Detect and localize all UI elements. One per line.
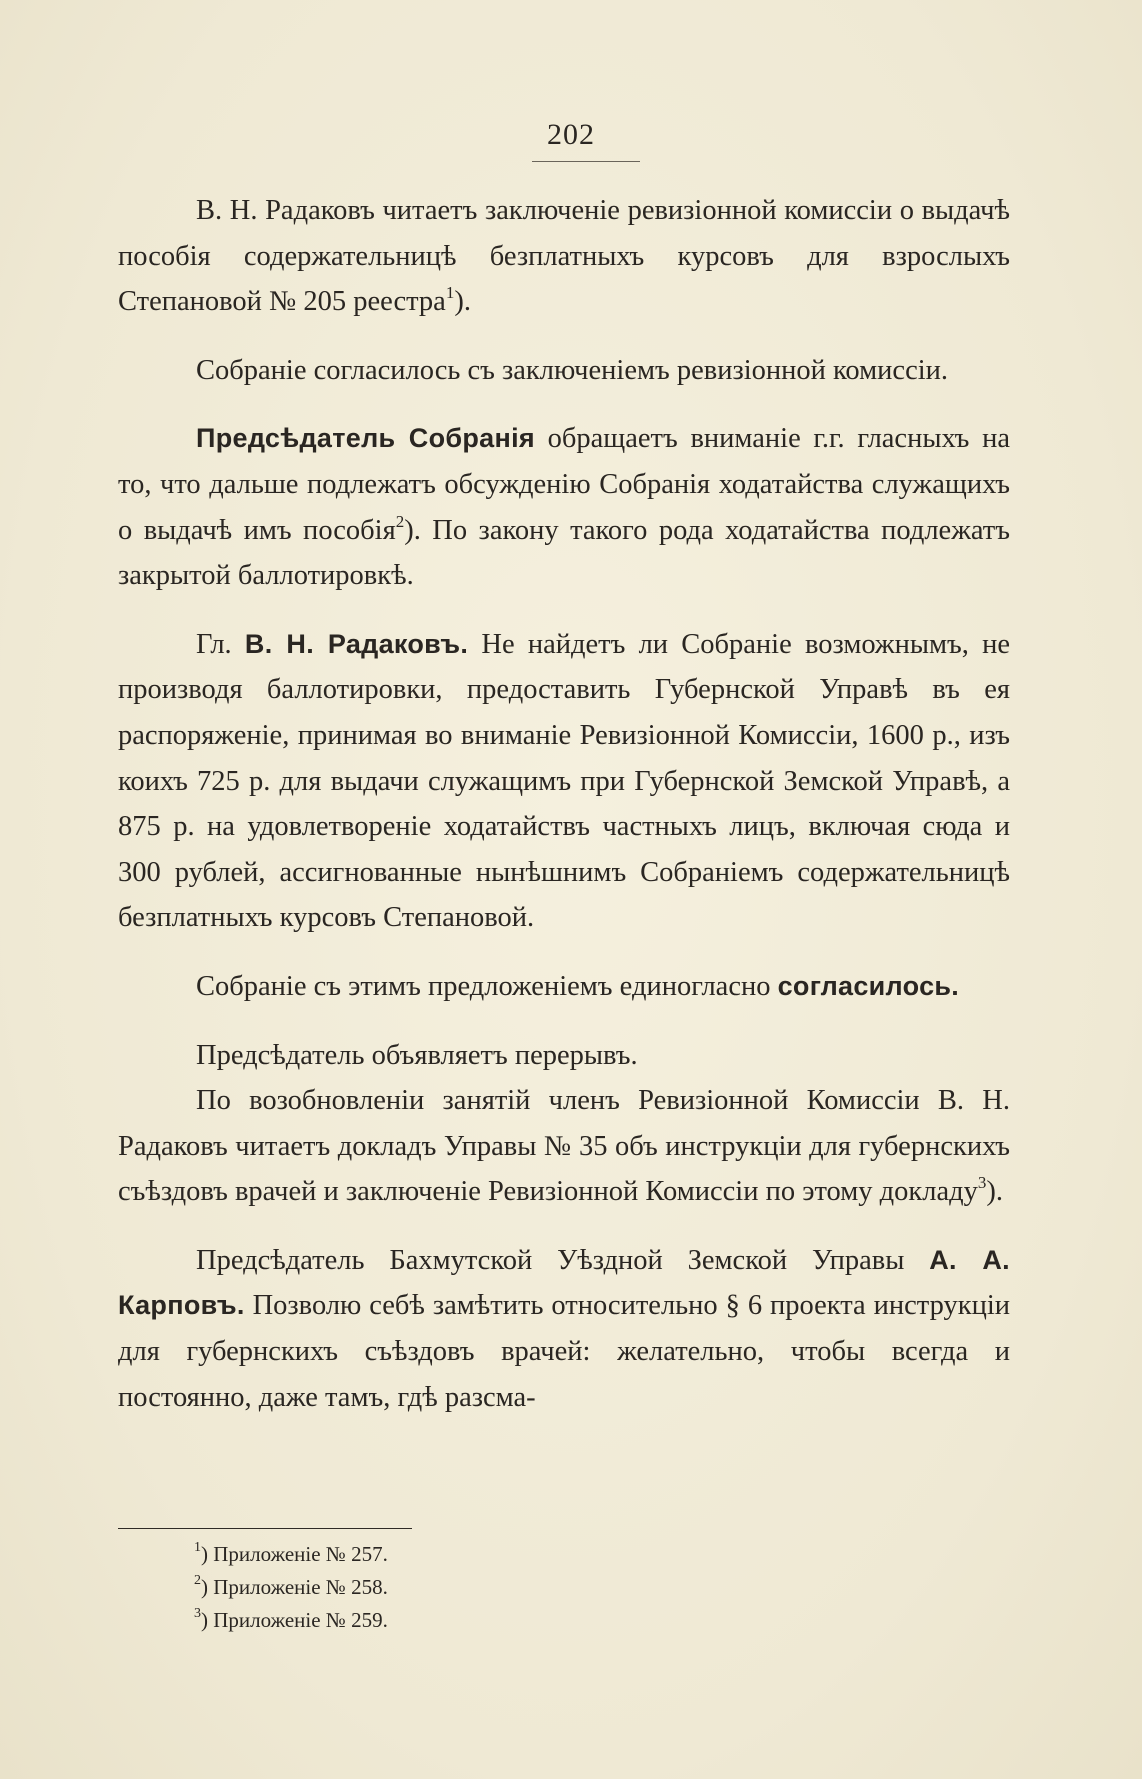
footnote-reference: 3: [977, 1173, 987, 1193]
text-run: Предсѣдатель объявляетъ перерывъ.: [196, 1039, 638, 1071]
footnote-separator: [118, 1528, 412, 1529]
page-number-rule: [532, 161, 640, 162]
text-run: обращаетъ вниманіе г.г. гласныхъ на то, что дальше подлежатъ обсужденію Собранія ходатайства служащихъ о выдачѣ имъ пособія: [118, 423, 1010, 546]
speaker-name: В. Н. Радаковъ.: [244, 628, 469, 659]
text-run: Гл.: [196, 628, 245, 660]
text-run: Позволю себѣ замѣтить относительно § 6 проекта инструкціи для губернскихъ съѣздовъ врачей: желательно, чтобы всегда и постоянно, даже тамъ, гдѣ разсма-: [118, 1290, 1010, 1413]
footnote-text: ) Приложеніе № 257.: [201, 1542, 388, 1566]
body-text: [118, 188, 1010, 1443]
text-run: ).: [454, 286, 471, 318]
footnote: [194, 1571, 388, 1604]
text-run: Предсѣдатель Бахмутской Уѣздной Земской Управы: [196, 1244, 930, 1276]
footnote-reference: 1: [445, 283, 455, 303]
speaker-name: согласилось.: [777, 970, 960, 1001]
text-run: По возобновленіи занятій членъ Ревизіонной Комиссіи В. Н. Радаковъ читаетъ докладъ Управы № 35 объ инструкціи для губернскихъ съѣздовъ врачей и заключеніе Ревизіонной Комиссіи по этому докладу: [118, 1085, 1010, 1208]
footnote-mark: 3: [194, 1606, 201, 1622]
page-number: 202: [547, 118, 595, 151]
footnote-mark: 1: [194, 1540, 201, 1556]
speaker-name: А. А. Карповъ.: [118, 1244, 1010, 1321]
paragraph: [118, 964, 1010, 1010]
paragraph: [118, 622, 1010, 941]
text-run: Собраніе съ этимъ предложеніемъ единогласно: [196, 970, 778, 1002]
footnote-text: ) Приложеніе № 258.: [201, 1575, 388, 1599]
footnote-reference: 2: [395, 511, 405, 531]
paragraph: [118, 1238, 1010, 1420]
paragraph: [118, 188, 1010, 325]
speaker-name: Предсѣдатель Собранія: [196, 423, 535, 454]
text-run: ). По закону такого рода ходатайства подлежатъ закрытой баллотировкѣ.: [118, 514, 1010, 592]
paragraph: [118, 1033, 1010, 1079]
footnote: [194, 1538, 388, 1571]
text-run: Собраніе согласилось съ заключеніемъ ревизіонной комиссіи.: [196, 354, 949, 386]
paragraph: [118, 416, 1010, 598]
text-run: ).: [986, 1176, 1003, 1208]
footnote-mark: 2: [194, 1573, 201, 1589]
text-run: Не найдетъ ли Собраніе возможнымъ, не производя баллотировки, предоставить Губернской Управѣ въ ея распоряженіе, принимая во вниманіе Ревизіонной Комиссіи, 1600 р., изъ коихъ 725 р. для выдачи служащимъ при Губернской Земской Управѣ, а 875 р. на удовлетвореніе ходатайствъ частныхъ лицъ, включая сюда и 300 рублей, ассигнованные нынѣшнимъ Собраніемъ содержательницѣ безплатныхъ курсовъ Степановой.: [118, 628, 1011, 934]
text-run: В. Н. Радаковъ читаетъ заключеніе ревизіонной комиссіи о выдачѣ пособія содержательницѣ безплатныхъ курсовъ для взрослыхъ Степановой № 205 реестра: [118, 195, 1010, 318]
footnotes: [194, 1538, 388, 1637]
footnote: [194, 1604, 388, 1637]
paragraph: [118, 348, 1010, 394]
footnote-text: ) Приложеніе № 259.: [201, 1608, 388, 1632]
paragraph: [118, 1078, 1010, 1215]
